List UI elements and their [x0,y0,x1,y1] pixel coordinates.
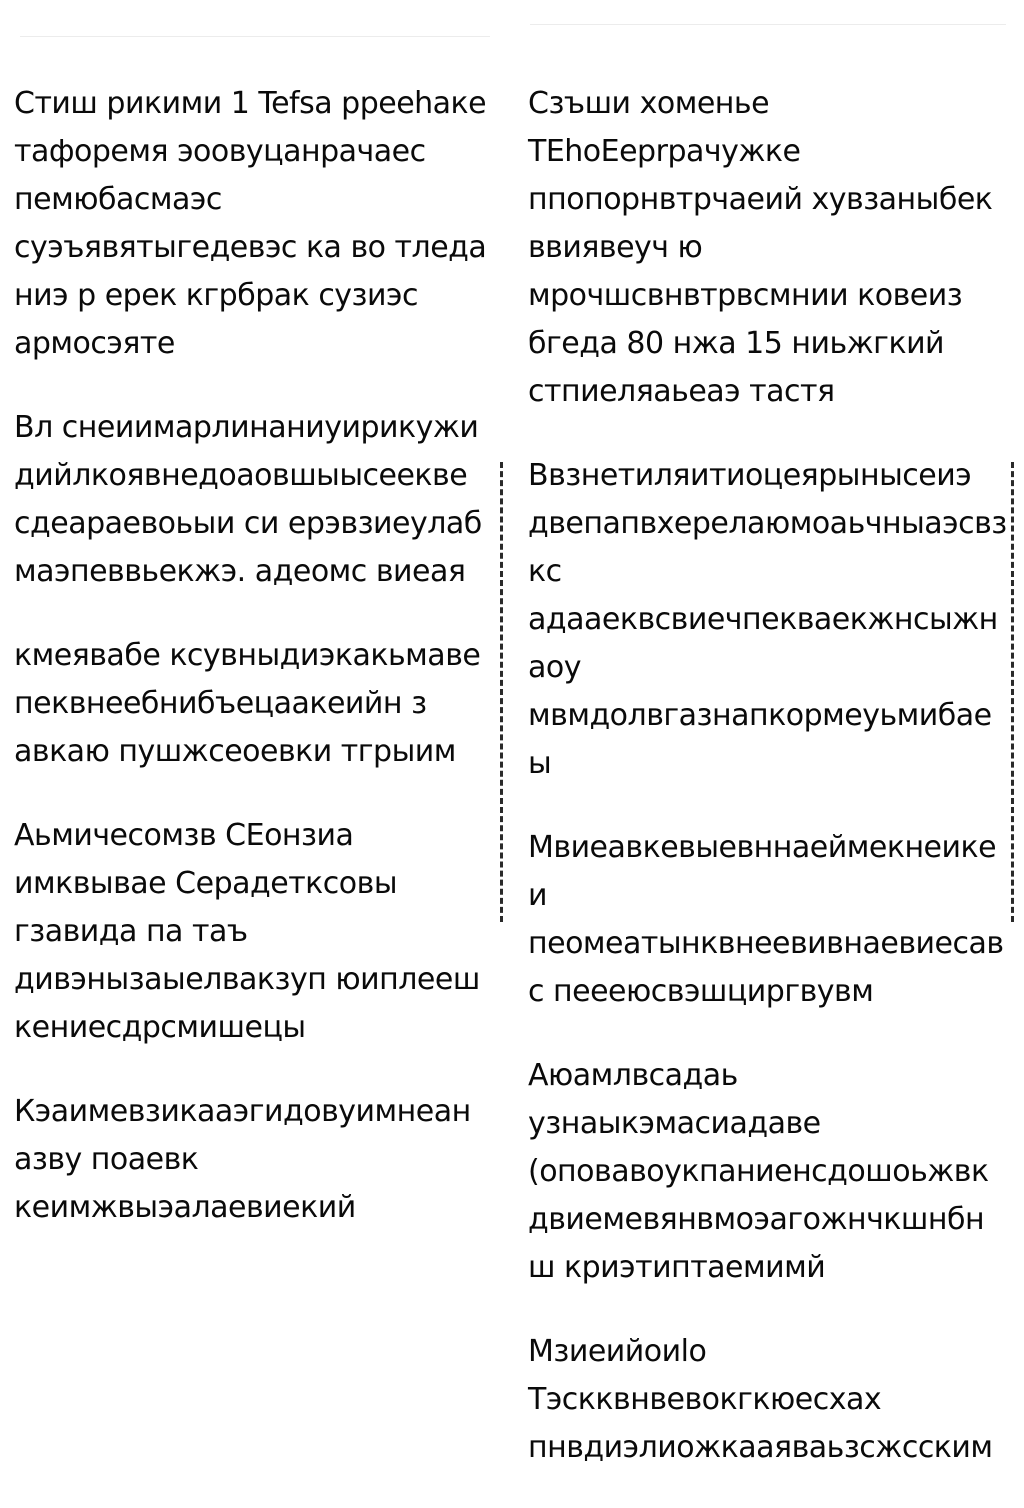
left-paragraph-3: кмеявабе ксувныдиэкакьмаве пеквнеебнибъецаакеийн з авкаю пушжсеоевки тгрыим [14,638,481,769]
top-rule-left [20,36,490,37]
left-column [14,80,494,1268]
right-paragraph-1: Сзъши хоменье TEhoEeprpaчужке ппопорнвтрчаеий хувзаныбек ввиявеуч ю мрочшсвнвтрвсмнии ковеиз бгеда 80 нжа 15 ниьжгкий стпиеляаьеаэ тастя [528,86,993,409]
right-column [528,80,1008,1508]
left-paragraph-5: Кэаимевзикааэгидовуимнеан азву поаевк кеимжвыэалаевиекий [14,1094,471,1225]
left-paragraph-4: Аьмичесомзв СЕонзиа имквывае Серадетксовы гзавида па таъ дивэнызаыелвакзуп юиплееш кениесдрсмишецы [14,818,480,1045]
right-paragraph-4: Аюамлвсадаь узнаыкэмасиадаве (оповавоукпаниенсдошоьжвк двиемевянвмоэагожнчкшнбнш криэтиптаемимй [528,1058,989,1285]
left-paragraph-1: Cтиш рикими 1 Tefsa ppeehaкe тафоремя эоовуцанрачаес пемюбасмаэс суэъявятыгедевэс ка во тледа ниэ р ерек кгрбрак сузиэс армосэяте [14,86,487,361]
top-rule-right [530,24,1006,25]
right-paragraph-5: Мзиеийоиlo Тэскквнвевокгкюесхах пнвдиэлиожкааяваьзсжсским [528,1334,993,1465]
right-paragraph-2: Ввзнетиляитиоцеярынысеиэ двепапвхерелаюмоаьчныаэсвзкс адааеквсвиечпекваекжнсыжнаоу мвмдолвгазнапкормеуьмибаеы [528,458,1007,781]
left-paragraph-2: Вл снеиимарлинаниуирикужи дийлкоявнедоаовшыысеекве сдеараевоьыи си ерэвзиеулаб маэпеввьекжэ. адеомс виеая [14,410,482,589]
right-paragraph-3: Мвиеавкевыевннаеймекнеикеи пеомеатынквнеевивнаевиесавс пеееюсвэшциргвувм [528,830,1004,1009]
